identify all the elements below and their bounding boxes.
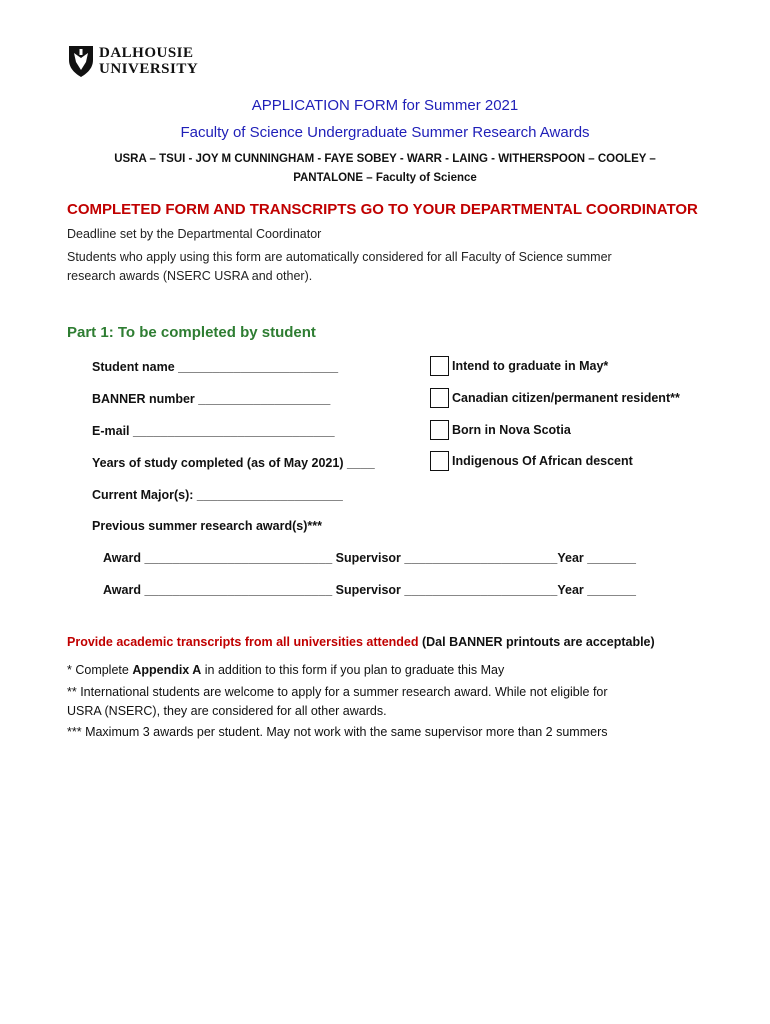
form-subtitle: Faculty of Science Undergraduate Summer Research Awards [180, 124, 590, 141]
transcripts-required-text: Provide academic transcripts from all universities attended [67, 635, 419, 649]
note-international-2: USRA (NSERC), they are considered for all other awards. [67, 704, 387, 718]
indigenous-checkbox-label: Indigenous Of African descent [452, 454, 633, 468]
graduate-checkbox[interactable] [430, 356, 449, 376]
note-international-1: ** International students are welcome to apply for a summer research award. While not eligible for [67, 685, 608, 699]
transcripts-acceptable-text: (Dal BANNER printouts are acceptable) [418, 635, 655, 649]
banner-number-field[interactable]: BANNER number ___________________ [92, 392, 331, 406]
checkbox-row-indigenous[interactable] [430, 451, 633, 471]
award-row-1[interactable]: Award ___________________________ Supervisor ______________________Year _______ [103, 551, 636, 565]
info-line-2: research awards (NSERC USRA and other). [67, 269, 313, 283]
nova-scotia-checkbox-label: Born in Nova Scotia [452, 423, 571, 437]
awards-line-2: PANTALONE – Faculty of Science [293, 172, 477, 184]
years-of-study-field[interactable]: Years of study completed (as of May 2021) ____ [92, 456, 375, 470]
note-max-awards: *** Maximum 3 awards per student. May not work with the same supervisor more than 2 summers [67, 725, 608, 739]
email-field[interactable]: E-mail _____________________________ [92, 424, 335, 438]
checkbox-row-citizen[interactable] [430, 388, 680, 408]
info-line-1: Students who apply using this form are automatically considered for all Faculty of Science summer [67, 250, 612, 264]
note-appendix-post: in addition to this form if you plan to graduate this May [201, 663, 505, 677]
nova-scotia-checkbox[interactable] [430, 420, 449, 440]
student-name-field[interactable]: Student name _______________________ [92, 360, 339, 374]
part1-heading: Part 1: To be completed by student [67, 324, 316, 341]
transcripts-instruction [67, 635, 655, 649]
checkbox-row-nova-scotia[interactable] [430, 420, 571, 440]
deadline-text: Deadline set by the Departmental Coordinator [67, 227, 322, 241]
current-major-field[interactable]: Current Major(s): _____________________ [92, 488, 343, 502]
indigenous-checkbox[interactable] [430, 451, 449, 471]
note-appendix-pre: * Complete [67, 663, 133, 677]
logo-line-2: UNIVERSITY [99, 61, 199, 77]
note-appendix-link-text: Appendix A [132, 663, 202, 677]
citizen-checkbox-label: Canadian citizen/permanent resident** [452, 391, 680, 405]
form-title: APPLICATION FORM for Summer 2021 [251, 97, 519, 114]
submission-notice-heading: COMPLETED FORM AND TRANSCRIPTS GO TO YOUR DEPARTMENTAL COORDINATOR [67, 201, 698, 218]
graduate-checkbox-label: Intend to graduate in May* [452, 359, 609, 373]
previous-awards-label: Previous summer research award(s)*** [92, 519, 322, 533]
note-appendix [67, 663, 504, 677]
checkbox-row-graduate[interactable] [430, 356, 608, 376]
awards-list [0, 150, 770, 188]
awards-line-1: USRA – TSUI - JOY M CUNNINGHAM - FAYE SOBEY - WARR - LAING - WITHERSPOON – COOLEY – [114, 153, 656, 165]
award-row-2[interactable]: Award ___________________________ Supervisor ______________________Year _______ [103, 583, 636, 597]
logo-line-1: DALHOUSIE [99, 45, 194, 61]
citizen-checkbox[interactable] [430, 388, 449, 408]
crest-icon [67, 44, 95, 78]
university-logo [67, 44, 198, 78]
